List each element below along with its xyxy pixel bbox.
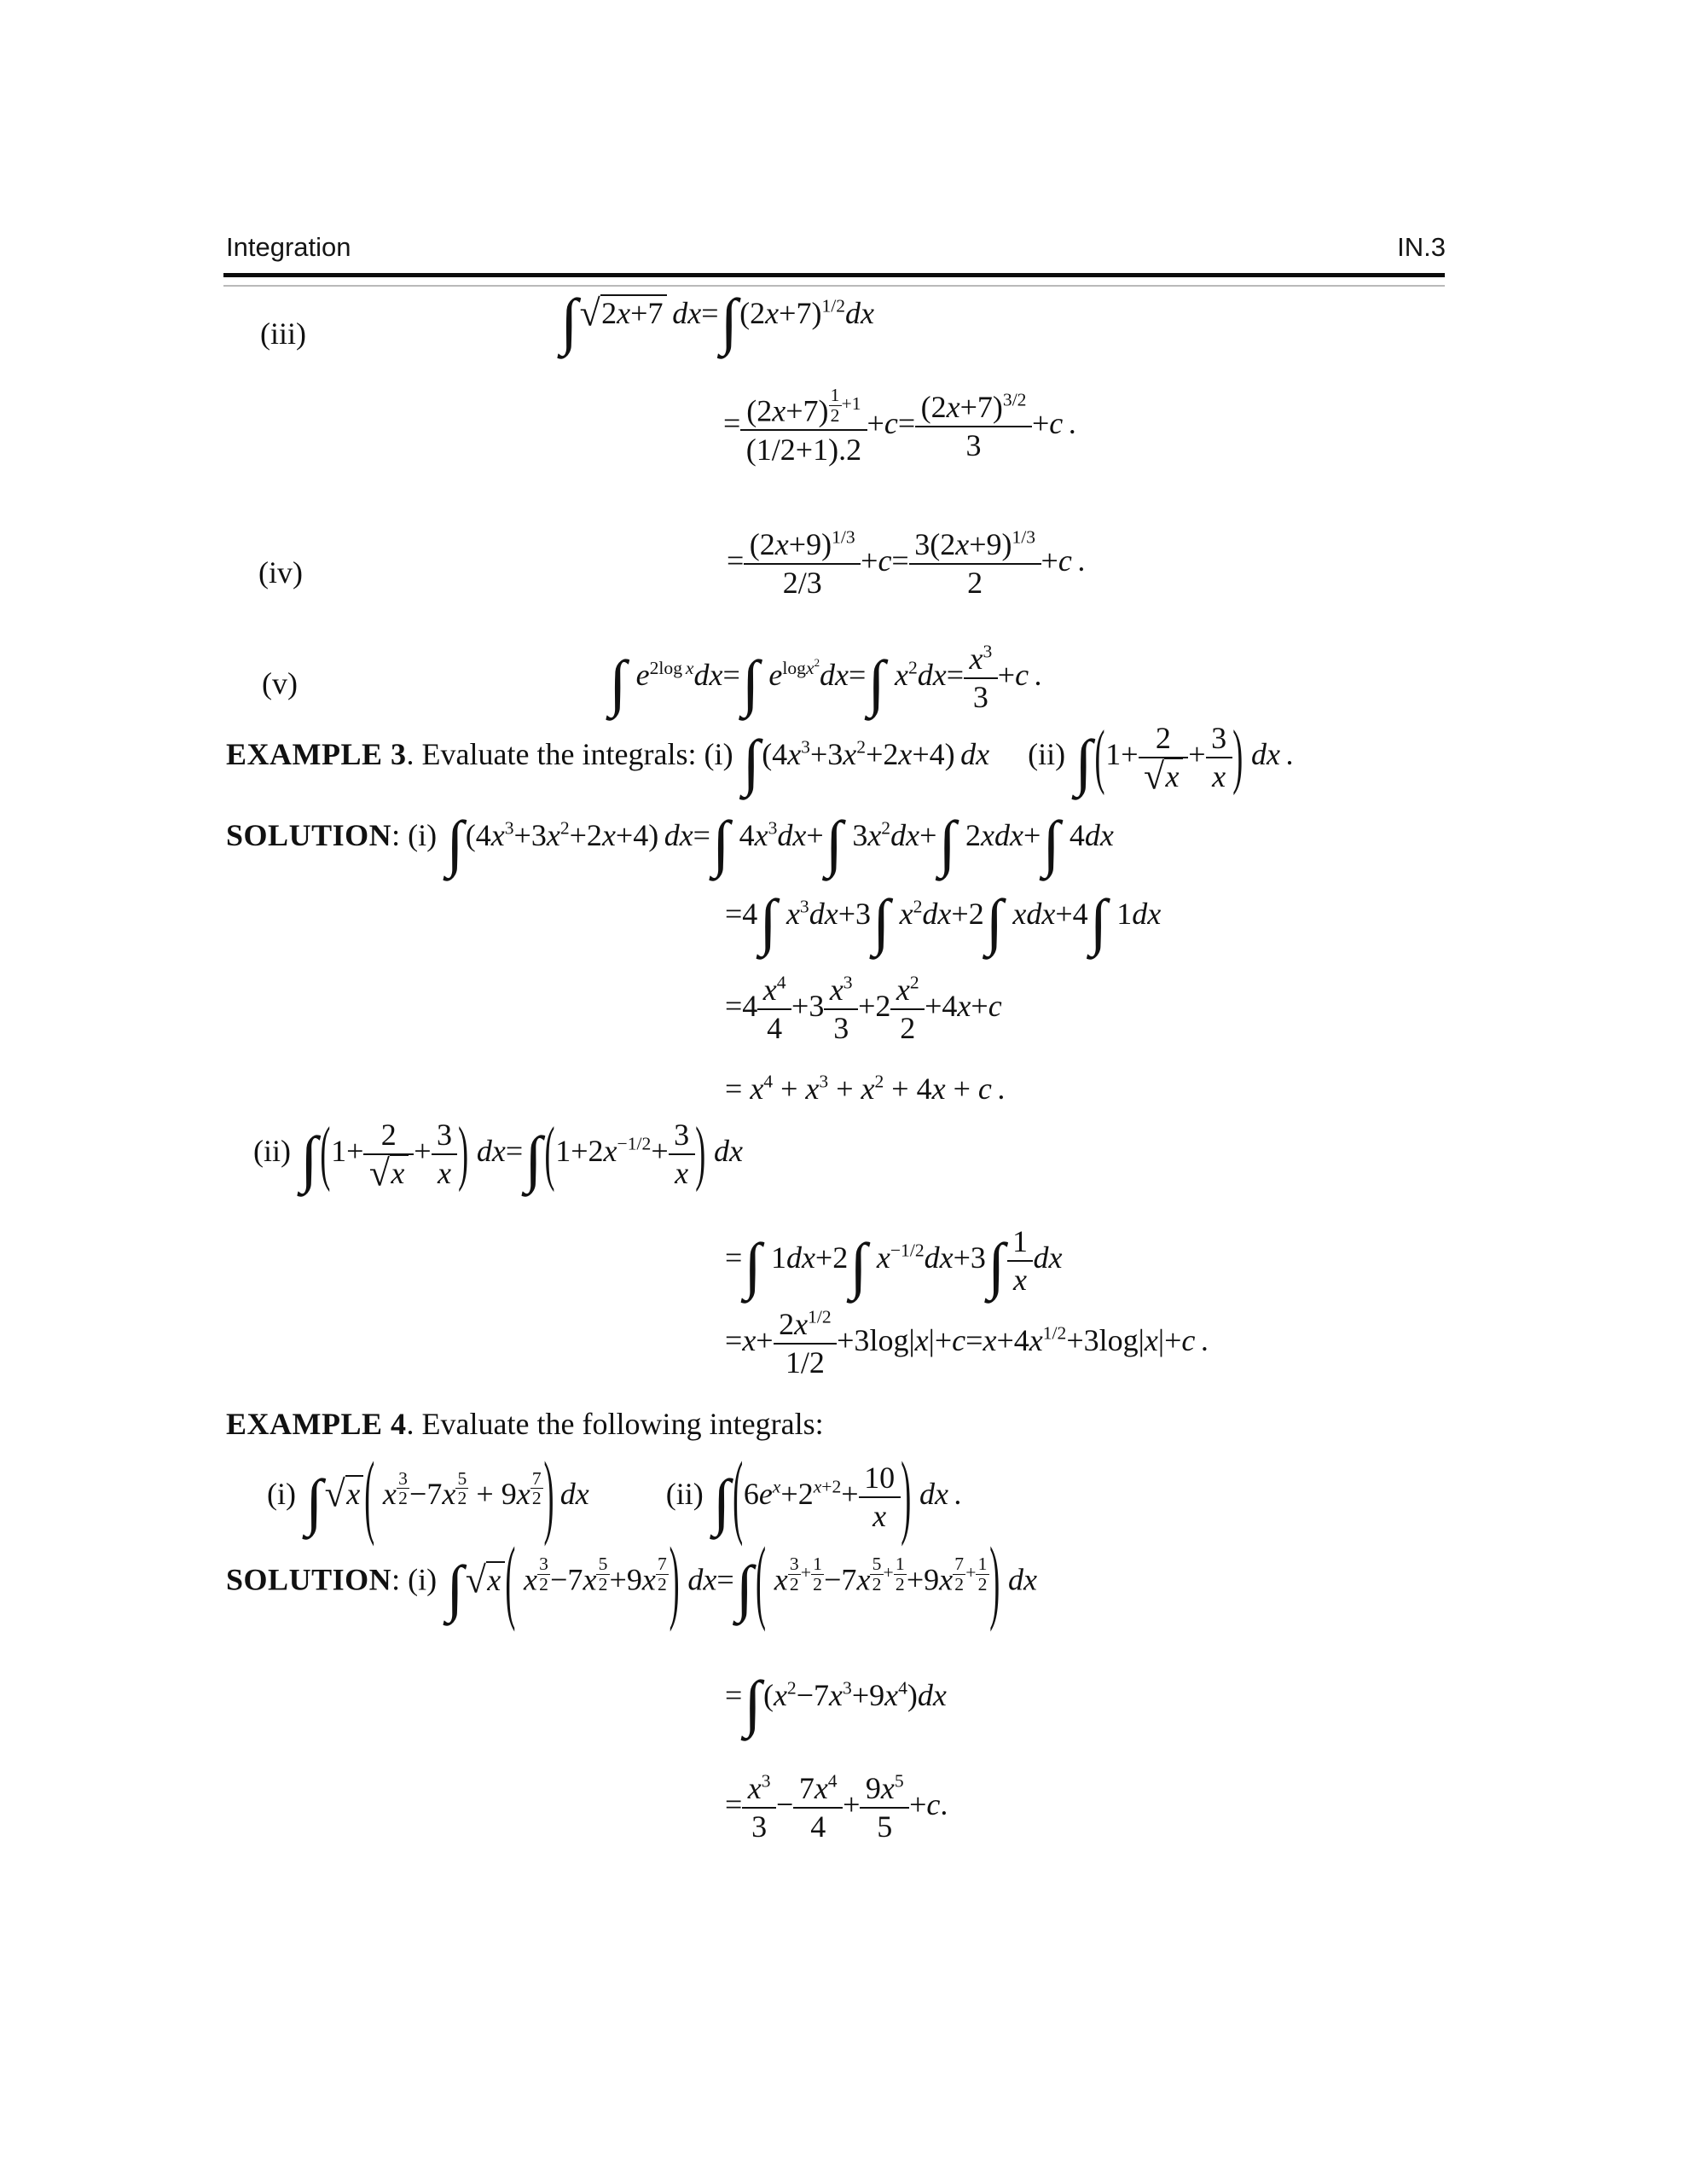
item-label-iii: (iii) xyxy=(260,317,306,351)
page-number: IN.3 xyxy=(1397,232,1446,262)
example4-heading: EXAMPLE 4. Evaluate the following integrals: xyxy=(226,1407,824,1441)
solution3-line2: =4∫ $x^3dx+3\int$ $x^2dx+2\int$ xdx+4∫ 1dx xyxy=(725,886,1162,957)
solution4-line2: $=\int(x^2-7x^3+9x^4)dx$ xyxy=(725,1668,947,1739)
page-header-title: Integration xyxy=(226,232,351,262)
formula-iii-line2: = (2x+7) $^{\frac{1}{2} +1}$ (1/2+1).2 +c= $\frac{(2x+7)^{3/2}}{3}$ +c . xyxy=(723,385,1076,467)
item-label-iv: (iv) xyxy=(258,555,303,590)
formula-v-line1: ∫ $e^{2log x}dx=\int$ $e^{logx^2}dx=\int$ $x^2dx=$ $\frac{x^3}{3}$ +c . xyxy=(609,641,1042,718)
formula-iv-line1: = $\frac{(2x+9)^{1/3}}{2/3}$ +c= $\frac{3(2x+9)^{1/3}}{2}$ +c . xyxy=(727,526,1086,601)
solution4-line3: = $\frac{x^3}{3}$ − $\frac{7x^4}{4}$ + $\frac{9x^5}{5}$ +c. xyxy=(725,1770,948,1844)
example4-items: (i) ∫√x ( x $^{\frac{3}{2}}$ −7x $^{\frac{5}{2}}$ + 9x $^{\frac{7}{2}}$ ) dx (ii) $\int(6e^x+2^{x+2}+$ $\frac{10}{x}$ ) dx . xyxy=(267,1443,962,1548)
solution3-ii-line2: =∫ 1dx+2∫ $x^{-1/2}dx+3\int$ $\frac{1}{x}$ dx xyxy=(725,1224,1063,1301)
solution4-line1: SOLUTION: (i) ∫√x ( x $^{\frac{3}{2}}$ −7x $^{\frac{5}{2}}$ +9x $^{\frac{7}{2}}$ ) dx=∫( x $^{\frac{3}{2} + \frac{1}{2}}$ −7x $^{\frac{5}{2} + \frac{1}{2}}$ +9x $^{\frac{7}{2} + \frac{1}{2}}$ ) dx xyxy=(226,1528,1037,1633)
formula-iii-line1: ∫√2x+7 $dx=\int(2x+7)^{1/2}dx$ xyxy=(560,286,875,357)
solution3-ii-line1: (ii) ∫(1+ $\frac{2}{√x}$ + $\frac{3}{x}$ ) $dx=\int(1+2x^{-1/2}+$ $\frac{3}{x}$ ) dx xyxy=(253,1112,743,1194)
solution3-line1: SOLUTION: (i) $\int(4x^3+3x^2+2x+4)$ dx=∫ $4x^3dx+\int$ $3x^2dx+\int$ 2xdx+∫ 4dx xyxy=(226,808,1114,879)
item-label-v: (v) xyxy=(262,666,298,700)
solution3-ii-line3: =x+ $\frac{2x^{1/2}}{1/2}$ $+3\log|x|+c=x+4x^{1/2}+3\log|x|+c$ . xyxy=(725,1306,1209,1380)
example3-statement: EXAMPLE 3. Evaluate the integrals: (i) $\int(4x^3+3x^2+2x+4)$ dx (ii) ∫(1+ $\frac{2}{√x}$ + $\frac{3}{x}$ ) dx . xyxy=(226,715,1294,798)
header-rule xyxy=(223,273,1445,287)
solution3-line4: = $x^4 + x^3 + x^2 + 4x + c$ . xyxy=(725,1071,1006,1106)
solution3-line3: =4 $\frac{x^4}{4}$ +3 $\frac{x^3}{3}$ +2 $\frac{x^2}{2}$ +4x+c xyxy=(725,972,1002,1046)
